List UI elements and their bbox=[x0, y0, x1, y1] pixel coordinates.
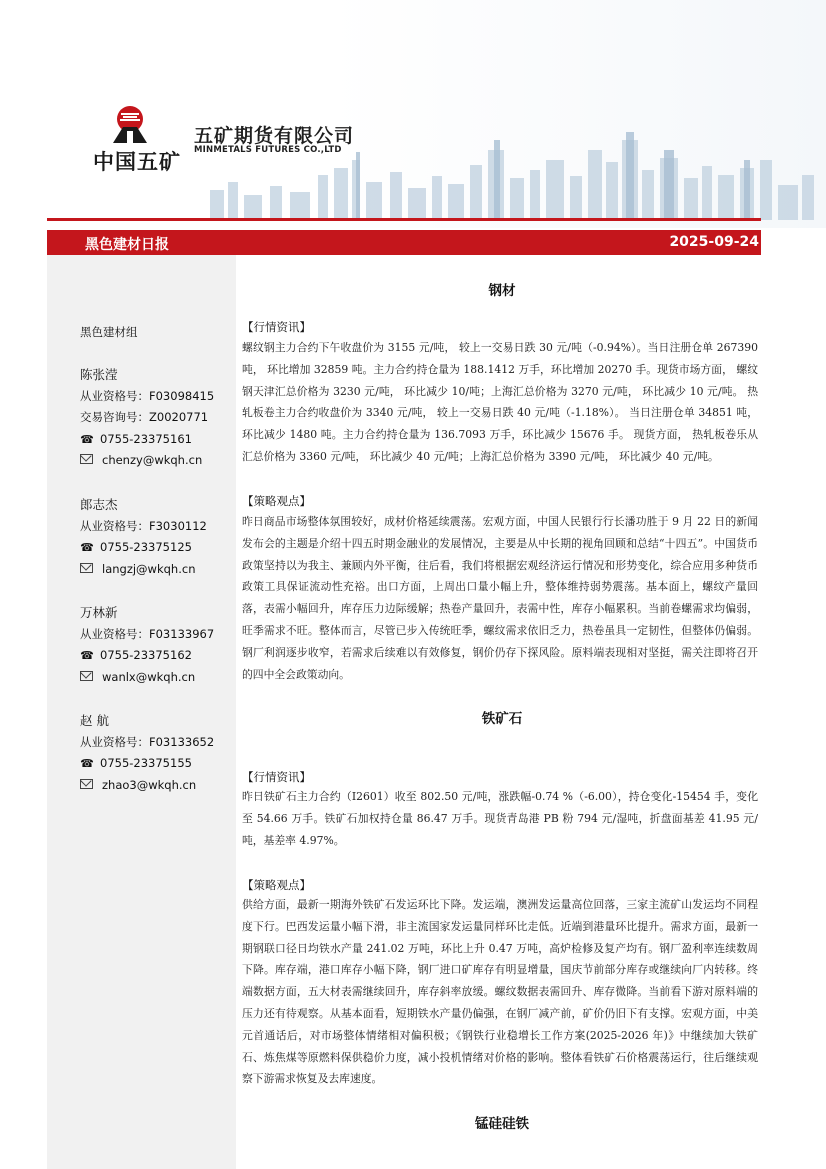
analyst-name: 赵 航 bbox=[80, 713, 109, 728]
analyst-card bbox=[80, 494, 240, 580]
minmetals-logo-icon bbox=[109, 105, 151, 145]
phone-row bbox=[80, 429, 240, 451]
email-icon bbox=[80, 454, 93, 464]
analyst-card bbox=[80, 710, 240, 796]
email-row bbox=[80, 667, 240, 689]
company-name-cn: 五矿期货有限公司 bbox=[194, 125, 355, 147]
phone-icon: ☎ bbox=[80, 432, 94, 446]
consulting-number: 交易咨询号：Z0020771 bbox=[80, 410, 209, 424]
phone-icon: ☎ bbox=[80, 649, 94, 662]
email-row bbox=[80, 775, 240, 797]
email-address[interactable]: chenzy@wkqh.cn bbox=[102, 453, 203, 467]
section-title-iron-ore: 铁矿石 bbox=[481, 711, 523, 727]
analyst-card bbox=[80, 364, 240, 472]
phone-number: 0755-23375161 bbox=[100, 431, 192, 446]
steel-strategy-view: 昨日商品市场整体氛围较好，成材价格延续震荡。宏观方面，中国人民银行行长潘功胜于 9 月 22 日的新闻发布会的主题是介绍十四五时期金融业的发展情况，主要是从中长期的视角回顾和总结“十四五”。中国货币政策坚持以为我主、兼顾内外平衡，往后看，我们将根据宏观经济运行情况和形势变化，综合应用多种货币政策工具保证流动性充裕。出口方面，上周出口量小幅上升，整体维持弱势震荡。基本面上，螺纹产量回落，表需小幅回升，库存压力边际缓解；热卷产量回升，表需中性，库存小幅累积。当前卷螺需求均偏弱，旺季需求不旺。整体而言，尽管已步入传统旺季，螺纹需求依旧乏力，热卷虽具一定韧性，但整体仍偏弱。钢厂利润逐步收窄，若需求后续难以有效修复，钢价仍存下探风险。原料端表现相对坚挺，需关注即将召开的四中全会政策动向。 bbox=[242, 515, 758, 681]
qualification-number: 从业资格号：F03133652 bbox=[80, 734, 215, 749]
analyst-sidebar bbox=[47, 255, 236, 1169]
email-address[interactable]: wanlx@wkqh.cn bbox=[102, 669, 196, 684]
section-title-ferroalloy: 锰硅硅铁 bbox=[475, 1116, 529, 1132]
email-icon bbox=[80, 671, 93, 681]
iron-ore-market-news: 昨日铁矿石主力合约（I2601）收至 802.50 元/吨，涨跌幅-0.74 %（-6.00），持仓变化-15454 手，变化至 54.66 万手。铁矿石加权持仓量 86.47 万手。现货青岛港 PB 粉 794 元/湿吨，折盘面基差 41.95 元/吨，基差率 4.97%。 bbox=[242, 790, 758, 847]
phone-icon: ☎ bbox=[80, 757, 94, 770]
qualification-number: 从业资格号：F3030112 bbox=[80, 518, 207, 533]
report-title-bar bbox=[47, 230, 761, 255]
email-row bbox=[80, 450, 240, 472]
phone-row bbox=[80, 645, 240, 667]
steel-market-news: 螺纹钢主力合约下午收盘价为 3155 元/吨， 较上一交易日跌 30 元/吨（-0.94%）。当日注册仓单 267390 吨， 环比增加 32859 吨。主力合约持仓量为 188.1412 万手，环比增加 20270 手。现货市场方面， 螺纹钢天津汇总价格为 3230 元/吨， 环比减少 10/吨；上海汇总价格为 3270 元/吨， 环比减少 10 元/吨。 热轧板卷主力合约收盘价为 3340 元/吨， 较上一交易日跌 40 元/吨（-1.18%）。 当日注册仓单 34851 吨， 环比减少 1480 吨。主力合约持仓量为 136.7093 万手，环比减少 15676 手。 现货方面， 热轧板卷乐从汇总价格为 3360 元/吨， 环比减少 40 元/吨；上海汇总价格为 3390 元/吨， 环比减少 40 元/吨。 bbox=[242, 341, 758, 463]
email-address[interactable]: zhao3@wkqh.cn bbox=[102, 777, 197, 792]
analyst-name: 万林新 bbox=[80, 605, 118, 620]
report-header bbox=[0, 0, 826, 228]
report-date: 2025-09-24 bbox=[669, 234, 759, 250]
section-title-steel: 钢材 bbox=[488, 283, 516, 299]
team-name: 黑色建材组 bbox=[80, 325, 138, 339]
analyst-card bbox=[80, 602, 240, 688]
iron-ore-strategy-view: 供给方面，最新一期海外铁矿石发运环比下降。发运端，澳洲发运量高位回落，三家主流矿山发运均不同程度下行。巴西发运量小幅下滑，非主流国家发运量同样环比走低。近端到港量环比提升。需求方面，最新一期钢联口径日均铁水产量 241.02 万吨，环比上升 0.47 万吨，高炉检修及复产均有。钢厂盈利率连续数周下降。库存端，港口库存小幅下降，钢厂进口矿库存有明显增量，国庆节前部分库存或继续向厂内转移。终端数据方面，五大材表需继续回升，库存斜率放缓。螺纹数据表需回升、库存微降。当前看下游对原料端的压力还有待观察。从基本面看，短期铁水产量仍偏强，在钢厂减产前，矿价仍旧下有支撑。宏观方面，中美元首通话后，对市场整体情绪相对偏积极；《钢铁行业稳增长工作方案(2025-2026 年)》中继续加大铁矿石、炼焦煤等原燃料保供稳价力度，减小投机情绪对价格的影响。整体看铁矿石价格震荡运行，往后继续观察下游需求恢复及去库速度。 bbox=[242, 898, 758, 1086]
strategy-view-label: 【策略观点】 bbox=[242, 878, 311, 892]
report-name: 黑色建材日报 bbox=[85, 237, 169, 253]
phone-row bbox=[80, 753, 240, 775]
phone-number: 0755-23375155 bbox=[100, 756, 192, 770]
analyst-name: 陈张滢 bbox=[80, 367, 118, 382]
phone-icon: ☎ bbox=[80, 541, 94, 554]
company-name-en: MINMETALS FUTURES CO.,LTD bbox=[194, 145, 342, 155]
strategy-view-label: 【策略观点】 bbox=[242, 494, 311, 508]
market-news-label: 【行情资讯】 bbox=[242, 770, 311, 784]
email-icon bbox=[80, 779, 93, 789]
phone-number: 0755-23375125 bbox=[100, 540, 192, 554]
qualification-number: 从业资格号：F03133967 bbox=[80, 626, 215, 641]
qualification-number: 从业资格号：F03098415 bbox=[80, 388, 215, 403]
phone-row bbox=[80, 537, 240, 559]
phone-number: 0755-23375162 bbox=[100, 648, 192, 662]
analyst-name: 郎志杰 bbox=[80, 497, 118, 512]
market-news-label: 【行情资讯】 bbox=[242, 320, 311, 334]
email-row bbox=[80, 559, 240, 581]
brand-name: 中国五矿 bbox=[93, 150, 181, 174]
email-address[interactable]: langzj@wkqh.cn bbox=[102, 561, 196, 576]
email-icon bbox=[80, 563, 93, 573]
